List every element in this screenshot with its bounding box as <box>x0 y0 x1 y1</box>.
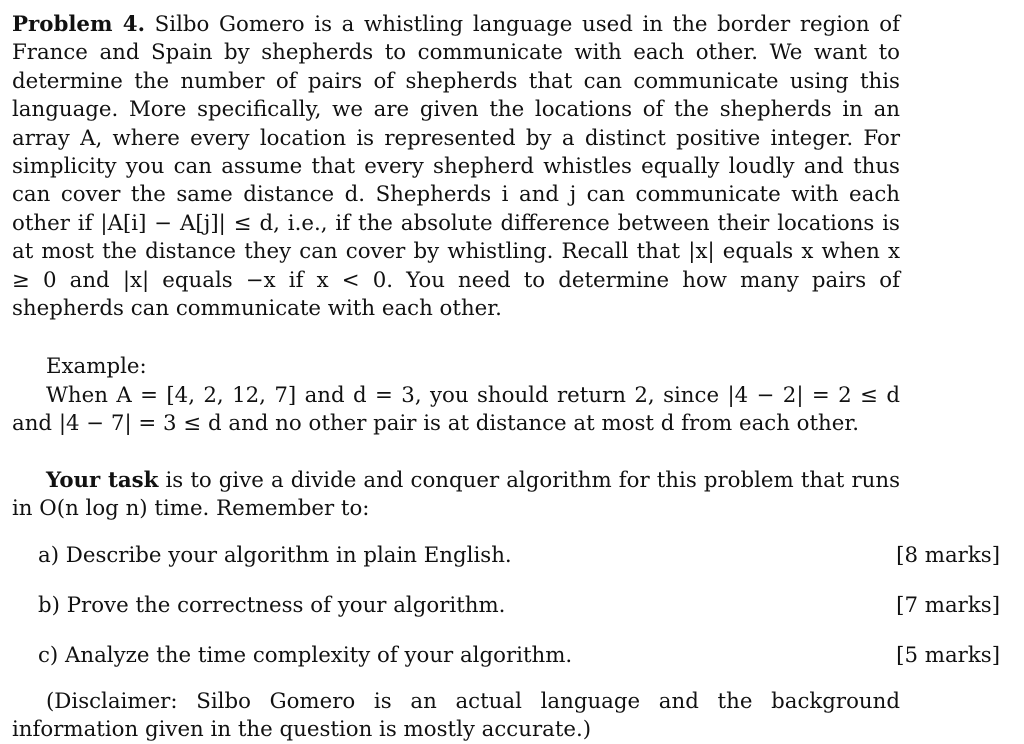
part-a-text: a) Describe your algorithm in plain English. <box>38 542 512 570</box>
example-block <box>12 353 1000 438</box>
task-text: is to give a divide and conquer algorithm for this problem that runs in O(n log n) time. Remember to: <box>12 468 900 521</box>
part-c-marks: [5 marks] <box>896 642 1000 670</box>
task-part-a <box>12 532 1000 582</box>
task-lead: Your task <box>46 468 158 493</box>
example-label: Example: <box>46 354 147 379</box>
part-a-marks: [8 marks] <box>896 542 1000 570</box>
problem-statement <box>12 11 900 323</box>
part-b-marks: [7 marks] <box>896 592 1000 620</box>
part-c-text: c) Analyze the time complexity of your algorithm. <box>38 642 572 670</box>
task-part-b <box>12 582 1000 632</box>
task-statement <box>12 467 900 524</box>
disclaimer <box>12 688 900 744</box>
part-b-text: b) Prove the correctness of your algorithm. <box>38 592 505 620</box>
task-part-c <box>12 632 1000 682</box>
example-body: When A = [4, 2, 12, 7] and d = 3, you should return 2, since |4 − 2| = 2 ≤ d and |4 − 7| = 3 ≤ d and no other pair is at distance at most d from each other. <box>12 383 900 436</box>
problem-intro: Silbo Gomero is a whistling language used in the border region of France and Spain by shepherds to communicate with each other. We want to determine the number of pairs of shepherds that can communicate using this language. More specifically, we are given the locations of the shepherds in an array A, where every location is represented by a distinct positive integer. For simplicity you can assume that every shepherd whistles equally loudly and thus can cover the same distance d. Shepherds i and j can communicate with each other if |A[i] − A[j]| ≤ d, i.e., if the absolute difference between their locations is at most the distance they can cover by whistling. Recall that |x| equals x when x ≥ 0 and |x| equals −x if x < 0. You need to determine how many pairs of shepherds can communicate with each other. <box>12 12 900 321</box>
task-parts <box>12 532 1000 682</box>
disclaimer-text: (Disclaimer: Silbo Gomero is an actual language and the background information given in the question is mostly accurate.) <box>12 689 900 742</box>
problem-heading: Problem 4. <box>12 12 145 37</box>
